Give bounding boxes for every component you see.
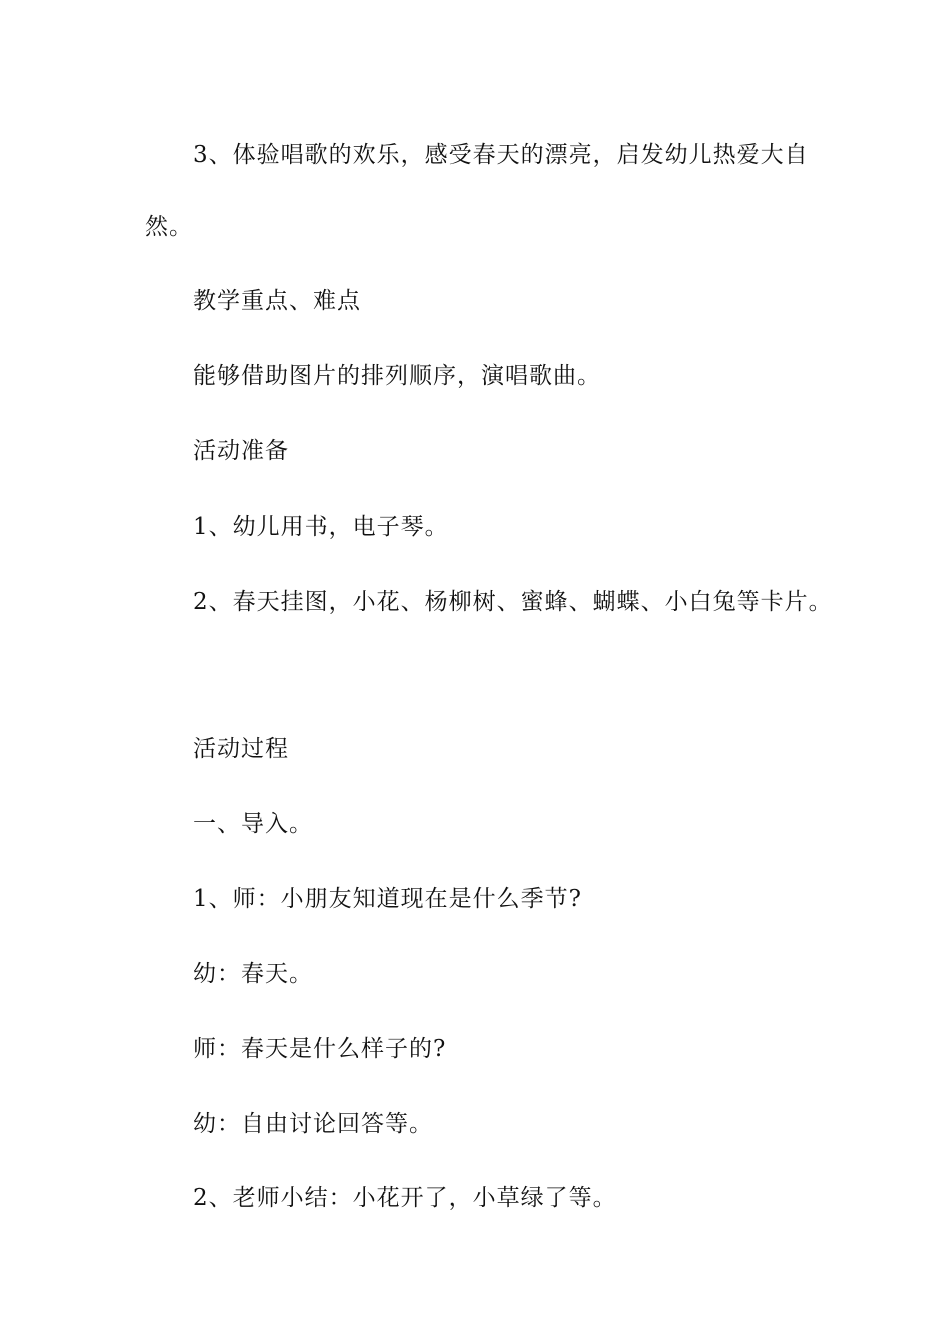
heading-process: 活动过程: [193, 736, 289, 762]
heading-key-points: 教学重点、难点: [193, 288, 361, 314]
paragraph-goal-3-continued: 然。: [145, 214, 193, 240]
list-item-preparation-2: 2、春天挂图，小花、杨柳树、蜜蜂、蝴蝶、小白兔等卡片。: [193, 589, 833, 615]
dialogue-teacher-question-1: 1、师：小朋友知道现在是什么季节?: [193, 886, 582, 912]
list-item-preparation-1: 1、幼儿用书，电子琴。: [193, 514, 449, 540]
heading-preparation: 活动准备: [193, 438, 289, 464]
heading-intro: 一、导入。: [193, 811, 313, 837]
paragraph-goal-3: 3、体验唱歌的欢乐，感受春天的漂亮，启发幼儿热爱大自: [193, 142, 809, 168]
dialogue-child-answer-1: 幼：春天。: [193, 961, 313, 987]
dialogue-teacher-question-2: 师：春天是什么样子的?: [193, 1036, 447, 1062]
dialogue-child-answer-2: 幼：自由讨论回答等。: [193, 1111, 433, 1137]
paragraph-teacher-summary: 2、老师小结：小花开了，小草绿了等。: [193, 1185, 617, 1211]
paragraph-key-points: 能够借助图片的排列顺序，演唱歌曲。: [193, 363, 601, 389]
